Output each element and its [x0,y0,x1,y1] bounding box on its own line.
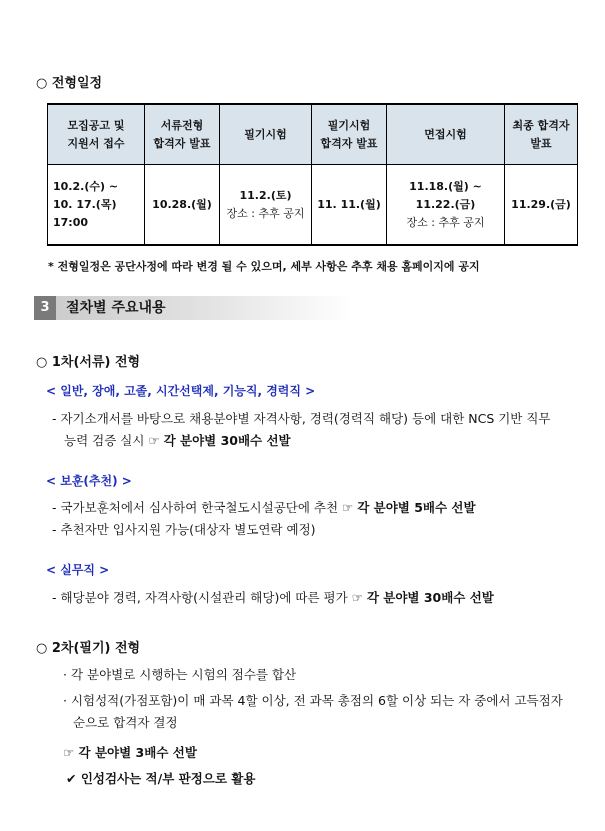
stage1-heading: ○ 1차(서류) 전형 [36,355,141,370]
veteran-line1: - 국가보훈처에서 심사하여 한국철도시설공단에 추천 ☞ 각 분야별 5배수 선발 [52,500,476,515]
schedule-heading: ○ 전형일정 [36,76,103,91]
category-general: < 일반, 장애, 고졸, 시간선택제, 기능직, 경력직 > [46,384,316,398]
stage2-selection: ☞ 각 분야별 3배수 선발 [63,745,197,760]
veteran-description [52,497,476,541]
general-line1: - 자기소개서를 바탕으로 채용분야별 자격사항, 경력(경력직 해당) 등에 대한 NCS 기반 직무 [52,411,551,426]
stage2-bullet2-line2: 순으로 합격자 결정 [73,715,178,730]
stage2-bullet1: · 각 분야별로 시행하는 시험의 점수를 합산 [63,667,297,682]
general-line2: 능력 검증 실시 ☞ 각 분야별 30배수 선발 [64,433,291,448]
schedule-table [47,103,578,246]
cell-document-result-date: 10.28.(월) [145,165,220,246]
stage2-bullet2 [63,690,563,734]
cell-written-result-date: 11. 11.(월) [312,165,387,246]
schedule-date-row [48,165,578,246]
category-clerical: < 실무직 > [46,563,110,577]
general-description [52,408,592,452]
cell-written-exam-date: 11.2.(토) 장소 : 추후 공지 [220,165,312,246]
header-written-exam: 필기시험 [220,104,312,165]
stage2-bullet2-line1: · 시험성적(가점포함)이 매 과목 4할 이상, 전 과목 총점의 6할 이상 되는 자 중에서 고득점자 [63,693,563,708]
header-final-result: 최종 합격자 발표 [505,104,578,165]
stage2-heading: ○ 2차(필기) 전형 [36,641,141,656]
header-interview: 면접시험 [387,104,505,165]
veteran-line2: - 추천자만 입사지원 가능(대상자 별도연락 예정) [52,522,316,537]
header-application: 모집공고 및 지원서 접수 [48,104,145,165]
cell-interview-date: 11.18.(월) ~ 11.22.(금) 장소 : 추후 공지 [387,165,505,246]
section-title: 절차별 주요내용 [66,300,166,316]
category-veteran: < 보훈(추천) > [46,474,132,488]
section-number: 3 [34,296,56,320]
stage2-personality-note: ✔ 인성검사는 적/부 판정으로 활용 [66,771,256,786]
schedule-header-row [48,104,578,165]
clerical-description: - 해당분야 경력, 자격사항(시설관리 해당)에 따른 평가 ☞ 각 분야별 30배수 선발 [52,590,494,605]
cell-final-result-date: 11.29.(금) [505,165,578,246]
header-written-result: 필기시험 합격자 발표 [312,104,387,165]
cell-application-date: 10.2.(수) ~ 10. 17.(목) 17:00 [48,165,145,246]
schedule-note: * 전형일정은 공단사정에 따라 변경 될 수 있으며, 세부 사항은 추후 채용 홈페이지에 공지 [48,260,480,273]
header-document-result: 서류전형 합격자 발표 [145,104,220,165]
